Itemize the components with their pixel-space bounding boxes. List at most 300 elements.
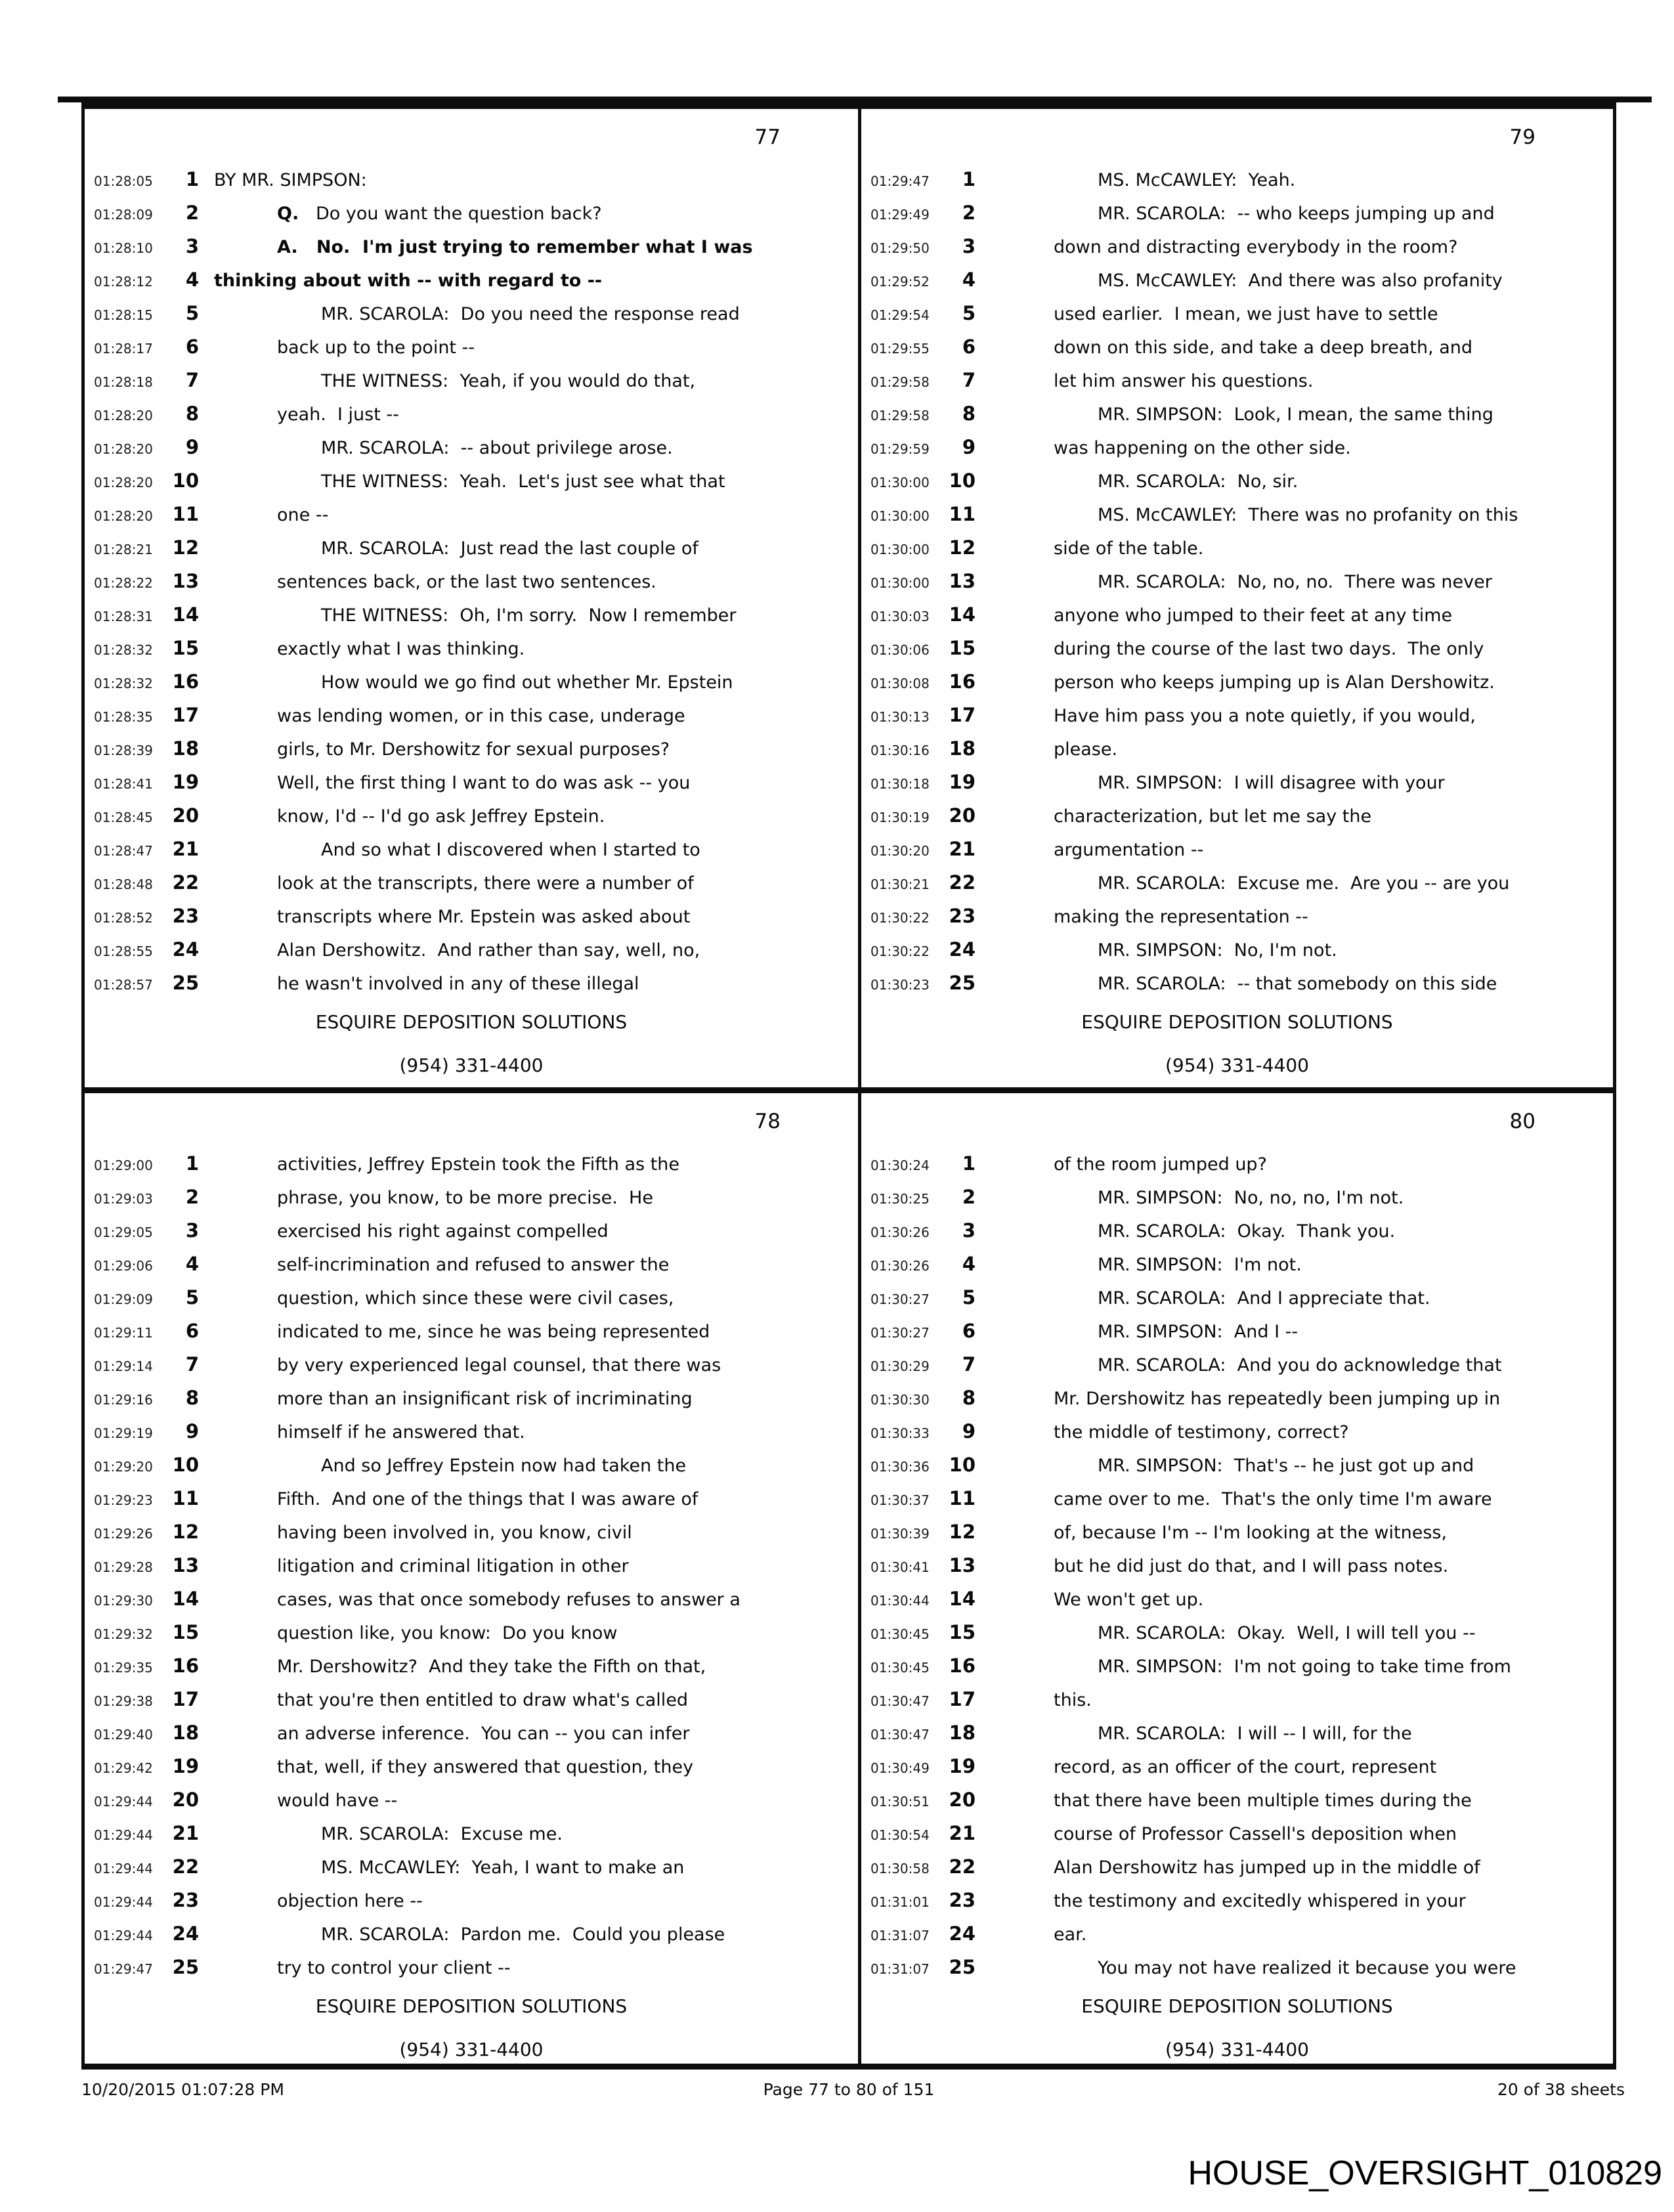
line-text: sentences back, or the last two sentences. [277, 572, 656, 592]
line-text: phrase, you know, to be more precise. He [277, 1188, 653, 1208]
transcript-line [861, 469, 1613, 503]
line-number: 10 [172, 469, 199, 492]
line-number: 19 [172, 771, 199, 793]
transcript-line [85, 302, 858, 336]
line-number: 2 [962, 202, 976, 224]
line-text: one -- [277, 505, 329, 525]
timestamp: 01:30:29 [870, 1358, 930, 1374]
transcript-lines [861, 1152, 1613, 1989]
line-text: was happening on the other side. [1054, 438, 1351, 458]
transcript-line [85, 1554, 858, 1588]
timestamp: 01:29:44 [94, 1827, 153, 1843]
line-number: 4 [962, 1253, 976, 1275]
transcript-line [85, 469, 858, 503]
timestamp: 01:28:55 [94, 943, 153, 959]
reporter-name: ESQUIRE DEPOSITION SOLUTIONS [315, 1011, 628, 1033]
print-timestamp: 10/20/2015 01:07:28 PM [81, 2080, 284, 2099]
transcript-line [861, 1521, 1613, 1554]
timestamp: 01:31:01 [870, 1894, 930, 1910]
line-number: 6 [962, 336, 976, 358]
timestamp: 01:30:41 [870, 1559, 930, 1575]
timestamp: 01:29:55 [870, 341, 930, 357]
timestamp: 01:30:27 [870, 1325, 930, 1341]
line-text: MS. McCAWLEY: And there was also profanity [1098, 271, 1503, 291]
timestamp: 01:30:30 [870, 1392, 930, 1408]
line-number: 13 [949, 1554, 976, 1576]
line-number: 13 [949, 570, 976, 592]
transcript-line [85, 1755, 858, 1789]
transcript-line [85, 938, 858, 972]
timestamp: 01:28:15 [94, 307, 153, 323]
line-text: look at the transcripts, there were a number of [277, 873, 694, 894]
line-number: 18 [949, 737, 976, 760]
timestamp: 01:28:12 [94, 274, 153, 290]
transcript-line [861, 871, 1613, 905]
line-text: record, as an officer of the court, represent [1054, 1757, 1437, 1777]
page-range-indicator: Page 77 to 80 of 151 [763, 2080, 935, 2099]
row-divider [85, 1087, 1613, 1093]
line-number: 8 [962, 1387, 976, 1409]
qa-prefix: A. [277, 237, 298, 257]
line-number: 17 [949, 1688, 976, 1710]
line-text: of, because I'm -- I'm looking at the witness, [1054, 1523, 1448, 1543]
transcript-line [85, 402, 858, 436]
timestamp: 01:30:21 [870, 877, 930, 892]
line-text: How would we go find out whether Mr. Epstein [321, 672, 733, 693]
transcript-line [861, 905, 1613, 938]
line-text: that you're then entitled to draw what's called [277, 1690, 689, 1710]
line-text: cases, was that once somebody refuses to answer a [277, 1590, 740, 1610]
transcript-line [861, 235, 1613, 269]
line-number: 21 [172, 838, 199, 860]
line-number: 13 [172, 1554, 199, 1576]
transcript-line [861, 1655, 1613, 1688]
transcript-line [85, 1889, 858, 1922]
transcript-lines [85, 1152, 858, 1989]
line-text: THE WITNESS: Yeah, if you would do that, [321, 371, 696, 391]
line-text: himself if he answered that. [277, 1422, 525, 1442]
line-text: Alan Dershowitz has jumped up in the middle of [1054, 1857, 1480, 1878]
transcript-line [85, 1420, 858, 1454]
transcript-line [85, 603, 858, 637]
line-number: 7 [185, 369, 199, 391]
timestamp: 01:29:35 [94, 1660, 153, 1676]
line-text: We won't get up. [1054, 1590, 1204, 1610]
timestamp: 01:28:45 [94, 810, 153, 825]
line-text: self-incrimination and refused to answer the [277, 1255, 670, 1275]
line-number: 2 [962, 1186, 976, 1208]
timestamp: 01:30:27 [870, 1291, 930, 1307]
line-text: thinking about with -- with regard to -- [214, 271, 603, 291]
transcript-line [85, 905, 858, 938]
line-text: MS. McCAWLEY: Yeah. [1098, 170, 1296, 190]
transcript-line [861, 1420, 1613, 1454]
line-text: MR. SCAROLA: No, no, no. There was never [1098, 572, 1492, 592]
line-number: 12 [172, 1521, 199, 1543]
transcript-line [861, 168, 1613, 202]
line-number: 25 [949, 1956, 976, 1978]
timestamp: 01:29:16 [94, 1392, 153, 1408]
line-text: MR. SIMPSON: I'm not. [1098, 1255, 1302, 1275]
transcript-lines [861, 168, 1613, 1005]
line-number: 18 [949, 1722, 976, 1744]
timestamp: 01:30:13 [870, 709, 930, 725]
line-text: of the room jumped up? [1054, 1154, 1267, 1175]
line-text: Alan Dershowitz. And rather than say, well, no, [277, 940, 700, 961]
timestamp: 01:29:26 [94, 1526, 153, 1542]
transcript-line [85, 1253, 858, 1286]
line-number: 9 [962, 436, 976, 458]
timestamp: 01:29:44 [94, 1894, 153, 1910]
transcript-line [85, 670, 858, 704]
line-text: came over to me. That's the only time I'm aware [1054, 1489, 1492, 1509]
line-text: MR. SCAROLA: -- about privilege arose. [321, 438, 673, 458]
line-text: anyone who jumped to their feet at any time [1054, 605, 1453, 626]
transcript-line [861, 1186, 1613, 1219]
transcript-line [861, 1554, 1613, 1588]
transcript-line [861, 771, 1613, 804]
transcript-line [861, 1152, 1613, 1186]
line-number: 24 [949, 938, 976, 961]
line-text: Have him pass you a note quietly, if you would, [1054, 706, 1476, 726]
transcript-line [85, 972, 858, 1005]
transcript-quadrant-page-78 [85, 1093, 858, 2064]
timestamp: 01:30:00 [870, 575, 930, 591]
transcript-line [85, 1487, 858, 1521]
timestamp: 01:29:42 [94, 1760, 153, 1776]
line-number: 13 [172, 570, 199, 592]
timestamp: 01:30:36 [870, 1459, 930, 1475]
line-number: 6 [185, 336, 199, 358]
reporter-phone: (954) 331-4400 [399, 2039, 544, 2060]
line-number: 16 [172, 1655, 199, 1677]
timestamp: 01:30:24 [870, 1158, 930, 1173]
line-text: activities, Jeffrey Epstein took the Fifth as the [277, 1154, 680, 1175]
line-number: 25 [949, 972, 976, 994]
timestamp: 01:30:33 [870, 1425, 930, 1441]
timestamp: 01:28:32 [94, 642, 153, 658]
line-text: MR. SCAROLA: Excuse me. Are you -- are you [1098, 873, 1510, 894]
line-text: he wasn't involved in any of these illegal [277, 974, 639, 994]
timestamp: 01:29:44 [94, 1794, 153, 1810]
timestamp: 01:28:41 [94, 776, 153, 792]
line-text: this. [1054, 1690, 1092, 1710]
transcript-line [861, 1722, 1613, 1755]
transcript-line [85, 637, 858, 670]
transcript-line [861, 1822, 1613, 1855]
line-number: 20 [172, 1789, 199, 1811]
transcript-line [85, 1922, 858, 1956]
transcript-line [85, 536, 858, 570]
line-number: 2 [185, 1186, 199, 1208]
line-text: exactly what I was thinking. [277, 639, 525, 659]
transcript-line [85, 1186, 858, 1219]
line-text: And so what I discovered when I started to [321, 840, 700, 860]
transcript-line [85, 1822, 858, 1855]
line-number: 4 [962, 269, 976, 291]
transcript-line [85, 1722, 858, 1755]
transcript-line [85, 704, 858, 737]
line-number: 23 [949, 905, 976, 927]
timestamp: 01:29:32 [94, 1626, 153, 1642]
transcript-line [85, 1152, 858, 1186]
line-text: Well, the first thing I want to do was ask -- you [277, 773, 691, 793]
line-number: 17 [172, 1688, 199, 1710]
line-number: 14 [172, 603, 199, 626]
line-number: 5 [185, 302, 199, 324]
line-text: MR. SCAROLA: -- that somebody on this side [1098, 974, 1497, 994]
transcript-line [85, 1521, 858, 1554]
transcript-line [861, 1855, 1613, 1889]
line-text: down on this side, and take a deep breath, and [1054, 337, 1473, 358]
transcript-line [861, 1922, 1613, 1956]
transcript-line [861, 536, 1613, 570]
line-number: 4 [185, 1253, 199, 1275]
line-text: MR. SIMPSON: Look, I mean, the same thing [1098, 404, 1493, 425]
line-number: 6 [185, 1320, 199, 1342]
timestamp: 01:29:44 [94, 1861, 153, 1876]
line-number: 21 [949, 1822, 976, 1844]
line-number: 14 [172, 1588, 199, 1610]
transcript-line [861, 838, 1613, 871]
line-number: 24 [949, 1922, 976, 1945]
transcript-line [861, 1588, 1613, 1621]
line-number: 5 [962, 1286, 976, 1309]
transcript-line [861, 704, 1613, 737]
timestamp: 01:29:50 [870, 240, 930, 256]
timestamp: 01:30:25 [870, 1191, 930, 1207]
line-number: 16 [949, 1655, 976, 1677]
line-number: 6 [962, 1320, 976, 1342]
timestamp: 01:29:38 [94, 1693, 153, 1709]
transcript-line [861, 603, 1613, 637]
line-number: 2 [185, 202, 199, 224]
transcript-line [861, 202, 1613, 235]
line-number: 3 [185, 235, 199, 257]
line-text: argumentation -- [1054, 840, 1204, 860]
transcript-line [85, 771, 858, 804]
timestamp: 01:30:44 [870, 1593, 930, 1609]
line-number: 20 [172, 804, 199, 827]
timestamp: 01:30:51 [870, 1794, 930, 1810]
timestamp: 01:29:54 [870, 307, 930, 323]
line-number: 12 [949, 536, 976, 559]
timestamp: 01:31:07 [870, 1928, 930, 1943]
line-number: 20 [949, 1789, 976, 1811]
scan-top-edge-artifact [58, 97, 1652, 102]
line-text: making the representation -- [1054, 907, 1308, 927]
line-number: 5 [185, 1286, 199, 1309]
line-text: MR. SCAROLA: -- who keeps jumping up and [1098, 204, 1495, 224]
timestamp: 01:30:37 [870, 1492, 930, 1508]
timestamp: 01:29:23 [94, 1492, 153, 1508]
transcript-line [861, 302, 1613, 336]
timestamp: 01:30:16 [870, 743, 930, 758]
line-number: 11 [172, 503, 199, 525]
line-number: 1 [185, 1152, 199, 1175]
timestamp: 01:28:20 [94, 441, 153, 457]
reporter-name: ESQUIRE DEPOSITION SOLUTIONS [1081, 1011, 1393, 1033]
line-text: MR. SIMPSON: No, I'm not. [1098, 940, 1337, 961]
timestamp: 01:30:45 [870, 1660, 930, 1676]
bates-stamp: HOUSE_OVERSIGHT_010829 [1188, 2154, 1662, 2192]
transcript-line [85, 202, 858, 235]
timestamp: 01:29:47 [94, 1961, 153, 1977]
timestamp: 01:29:19 [94, 1425, 153, 1441]
line-number: 11 [949, 1487, 976, 1509]
line-number: 11 [949, 503, 976, 525]
line-text: person who keeps jumping up is Alan Dershowitz. [1054, 672, 1495, 693]
transcript-line [861, 402, 1613, 436]
timestamp: 01:30:08 [870, 676, 930, 691]
line-text: MR. SCAROLA: No, sir. [1098, 471, 1298, 492]
timestamp: 01:29:44 [94, 1928, 153, 1943]
transcript-line [85, 1454, 858, 1487]
page-number: 80 [1509, 1110, 1535, 1133]
timestamp: 01:28:10 [94, 240, 153, 256]
timestamp: 01:28:21 [94, 542, 153, 557]
transcript-line [861, 1387, 1613, 1420]
timestamp: 01:29:58 [870, 374, 930, 390]
transcript-line [861, 336, 1613, 369]
timestamp: 01:28:47 [94, 843, 153, 859]
line-number: 7 [185, 1353, 199, 1376]
transcript-line [861, 1487, 1613, 1521]
line-number: 8 [185, 402, 199, 425]
timestamp: 01:28:20 [94, 408, 153, 423]
transcript-line [85, 1956, 858, 1989]
transcript-line [85, 1219, 858, 1253]
line-text: objection here -- [277, 1891, 423, 1911]
transcript-line [85, 1855, 858, 1889]
transcript-line [85, 737, 858, 771]
transcript-grid-box [81, 102, 1616, 2070]
line-text: A. No. I'm just trying to remember what I was [277, 237, 753, 257]
line-number: 7 [962, 1353, 976, 1376]
timestamp: 01:29:09 [94, 1291, 153, 1307]
timestamp: 01:28:18 [94, 374, 153, 390]
line-text: that there have been multiple times during the [1054, 1790, 1472, 1811]
timestamp: 01:29:20 [94, 1459, 153, 1475]
timestamp: 01:30:49 [870, 1760, 930, 1776]
timestamp: 01:28:17 [94, 341, 153, 357]
line-number: 10 [172, 1454, 199, 1476]
line-text: exercised his right against compelled [277, 1221, 609, 1242]
line-text: MR. SCAROLA: Pardon me. Could you please [321, 1924, 725, 1945]
line-text: please. [1054, 739, 1118, 760]
line-text: but he did just do that, and I will pass notes. [1054, 1556, 1449, 1576]
transcript-line [861, 1454, 1613, 1487]
line-number: 15 [172, 637, 199, 659]
line-number: 17 [949, 704, 976, 726]
line-number: 22 [172, 871, 199, 894]
line-text: yeah. I just -- [277, 404, 399, 425]
transcript-line [861, 269, 1613, 302]
line-text: MR. SIMPSON: That's -- he just got up and [1098, 1456, 1474, 1476]
transcript-line [861, 737, 1613, 771]
transcript-line [861, 369, 1613, 402]
line-text: girls, to Mr. Dershowitz for sexual purposes? [277, 739, 670, 760]
line-number: 21 [949, 838, 976, 860]
timestamp: 01:29:49 [870, 207, 930, 223]
line-text: down and distracting everybody in the room? [1054, 237, 1458, 257]
timestamp: 01:30:00 [870, 508, 930, 524]
transcript-quadrant-page-79 [861, 109, 1613, 1087]
line-text: THE WITNESS: Yeah. Let's just see what that [321, 471, 725, 492]
line-text: MR. SIMPSON: I will disagree with your [1098, 773, 1445, 793]
timestamp: 01:29:03 [94, 1191, 153, 1207]
line-text: MS. McCAWLEY: Yeah, I want to make an [321, 1857, 685, 1878]
line-text: back up to the point -- [277, 337, 475, 358]
page-number: 77 [754, 125, 781, 149]
reporter-name: ESQUIRE DEPOSITION SOLUTIONS [1081, 1995, 1393, 2017]
line-number: 14 [949, 603, 976, 626]
transcript-line [85, 838, 858, 871]
line-number: 21 [172, 1822, 199, 1844]
line-number: 22 [172, 1855, 199, 1878]
line-text: MR. SIMPSON: No, no, no, I'm not. [1098, 1188, 1404, 1208]
timestamp: 01:28:20 [94, 508, 153, 524]
timestamp: 01:29:11 [94, 1325, 153, 1341]
transcript-line [85, 336, 858, 369]
qa-prefix: Q. [277, 204, 299, 224]
transcript-line [85, 1588, 858, 1621]
transcript-line [861, 1253, 1613, 1286]
timestamp: 01:30:26 [870, 1225, 930, 1240]
transcript-lines [85, 168, 858, 1005]
transcript-line [85, 1387, 858, 1420]
line-number: 23 [949, 1889, 976, 1911]
line-number: 19 [949, 771, 976, 793]
timestamp: 01:29:00 [94, 1158, 153, 1173]
timestamp: 01:28:20 [94, 475, 153, 490]
timestamp: 01:29:05 [94, 1225, 153, 1240]
line-number: 19 [172, 1755, 199, 1777]
reporter-phone: (954) 331-4400 [1165, 2039, 1309, 2060]
transcript-line [861, 1789, 1613, 1822]
line-text: the middle of testimony, correct? [1054, 1422, 1349, 1442]
line-text: question, which since these were civil cases, [277, 1288, 674, 1309]
line-text: the testimony and excitedly whispered in your [1054, 1891, 1466, 1911]
timestamp: 01:30:19 [870, 810, 930, 825]
line-number: 3 [962, 235, 976, 257]
line-number: 1 [962, 168, 976, 190]
line-text: indicated to me, since he was being represented [277, 1322, 710, 1342]
line-number: 20 [949, 804, 976, 827]
line-text: MR. SCAROLA: I will -- I will, for the [1098, 1724, 1412, 1744]
line-text: ear. [1054, 1924, 1087, 1945]
transcript-quadrant-page-77 [85, 109, 858, 1087]
sheet-count: 20 of 38 sheets [1497, 2080, 1625, 2099]
line-text: transcripts where Mr. Epstein was asked about [277, 907, 691, 927]
line-number: 17 [172, 704, 199, 726]
transcript-line [861, 972, 1613, 1005]
timestamp: 01:30:00 [870, 475, 930, 490]
timestamp: 01:28:22 [94, 575, 153, 591]
line-text: MR. SCAROLA: Just read the last couple of [321, 538, 698, 559]
line-text: would have -- [277, 1790, 398, 1811]
transcript-line [861, 503, 1613, 536]
timestamp: 01:30:45 [870, 1626, 930, 1642]
transcript-line [85, 503, 858, 536]
transcript-line [861, 1286, 1613, 1320]
transcript-line [861, 1755, 1613, 1789]
line-number: 10 [949, 469, 976, 492]
line-text: Q. Do you want the question back? [277, 204, 602, 224]
transcript-line [85, 269, 858, 302]
line-text: let him answer his questions. [1054, 371, 1314, 391]
line-text: course of Professor Cassell's deposition when [1054, 1824, 1457, 1844]
